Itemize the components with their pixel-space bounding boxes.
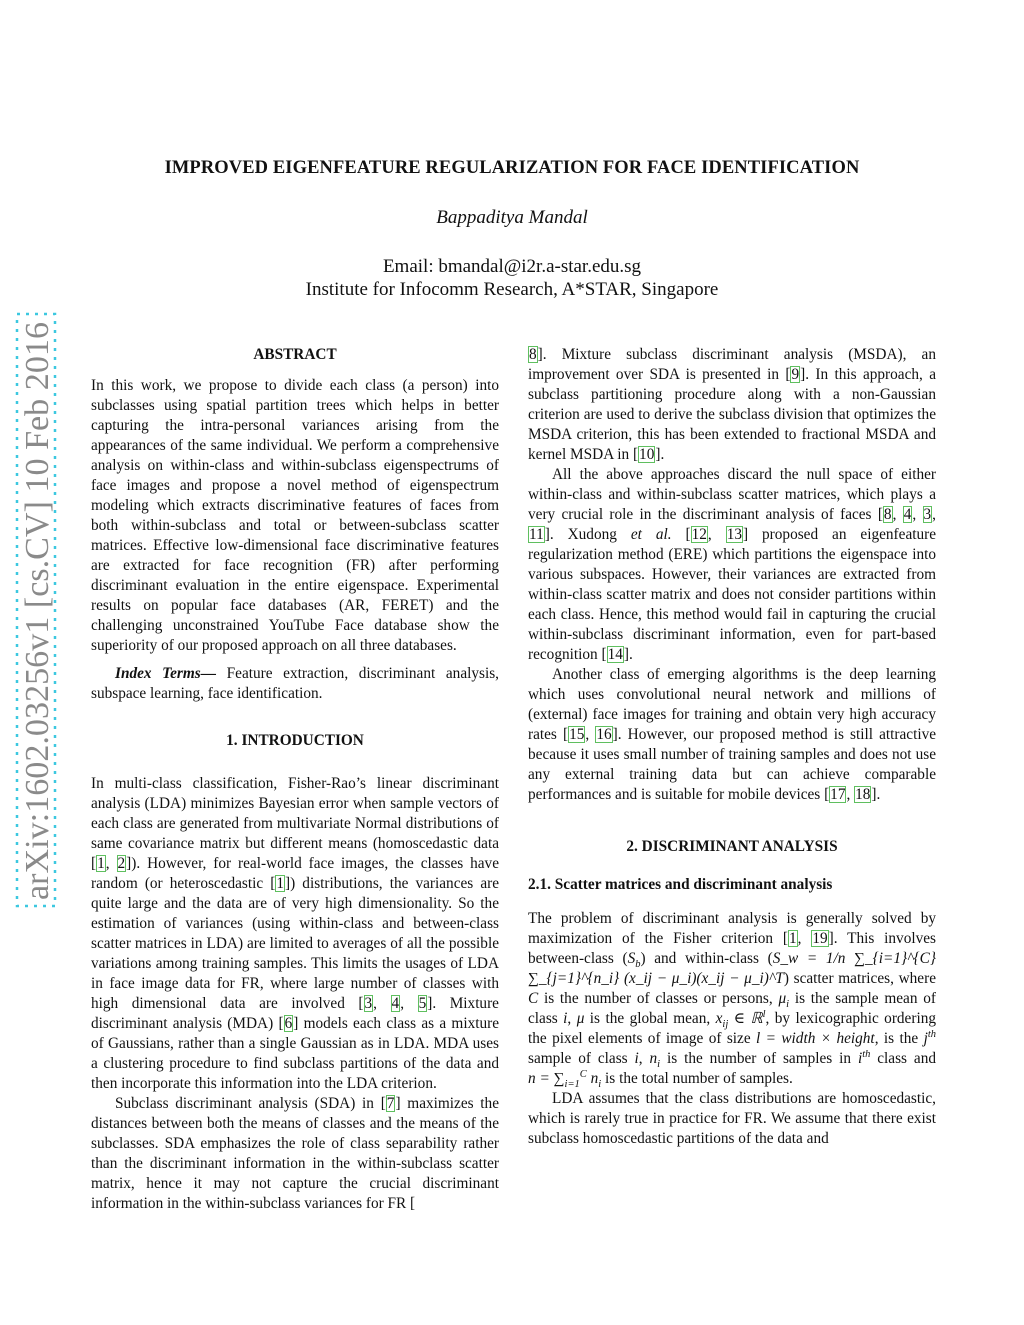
citation-link[interactable]: 8 bbox=[883, 506, 892, 523]
citation-link[interactable]: 9 bbox=[791, 366, 800, 383]
abstract-heading: ABSTRACT bbox=[253, 346, 337, 363]
citation-link[interactable]: 7 bbox=[386, 1095, 395, 1112]
citation-link[interactable]: 3 bbox=[923, 506, 932, 523]
intro-heading: 1. INTRODUCTION bbox=[226, 732, 364, 749]
citation-link[interactable]: 8 bbox=[529, 346, 537, 363]
section2-heading: 2. DISCRIMINANT ANALYSIS bbox=[626, 838, 838, 855]
citation-link[interactable]: 16 bbox=[596, 726, 612, 743]
citation-link[interactable]: 2 bbox=[117, 855, 126, 872]
citation-link[interactable]: 10 bbox=[639, 446, 655, 463]
abstract-text: In this work, we propose to divide each class (a person) into subclasses using spatial partition trees which helps in better capturing the intra-personal variances arising from the appearances of the same individual. We perform a comprehensive analysis on within-class and within-subclass eigenspectrums of face images and propose a novel method of eigenspectrum modeling which extracts discriminative features of faces from both within-subclass and total or between-subclass scatter matrices. Effective low-dimensional face discriminative features are extracted for face recognition (FR) after performing discriminant evaluation in the entire eigenspace. Experimental results on popular face databases (AR, FERET) and the challenging unconstrained YouTube Face database show the superiority of our proposed approach on all three databases. bbox=[91, 377, 499, 654]
index-terms-text: Feature extraction, discriminant analysis, subspace learning, face identification. bbox=[91, 665, 499, 702]
affiliation-block bbox=[0, 255, 1024, 301]
citation-link[interactable]: 19 bbox=[812, 930, 828, 947]
arxiv-id-text: arXiv:1602.03256v1 [cs.CV] 10 Feb 2016 bbox=[19, 323, 56, 900]
within-class-equation: S_w = 1/n ∑_{i=1}^{C} ∑_{j=1}^{n_i} (x_ij − μ_i)(x_ij − μ_i)^T bbox=[528, 950, 936, 987]
citation-link[interactable]: 12 bbox=[691, 526, 707, 543]
citation-link[interactable]: 6 bbox=[284, 1015, 293, 1032]
citation-link[interactable]: 1 bbox=[788, 930, 797, 947]
citation-link[interactable]: 17 bbox=[830, 786, 846, 803]
arxiv-stamp bbox=[14, 310, 60, 910]
citation-link[interactable]: 18 bbox=[855, 786, 871, 803]
citation-link[interactable]: 3 bbox=[364, 995, 373, 1012]
citation-link[interactable]: 4 bbox=[903, 506, 912, 523]
intro-paragraph-3: All the above approaches discard the null space of either within-class and within-subclass scatter matrices, which plays a very crucial role in the discriminant analysis of faces [8, 4, 3, 11]. Xudong et al. [12, 13] proposed an eigenfeature regularization method (ERE) which partitions the eigenspace into various subspaces. However, their variances are extracted from within-class scatter matrix and does not consider partitions within each class. Hence, this method would fail in capturing the crucial within-subclass discriminant information, even for part-based recognition [14]. bbox=[528, 466, 937, 663]
subsection-heading: 2.1. Scatter matrices and discriminant analysis bbox=[528, 876, 833, 893]
paper-title: IMPROVED EIGENFEATURE REGULARIZATION FOR FACE IDENTIFICATION bbox=[164, 158, 860, 178]
intro-paragraph-4: Another class of emerging algorithms is the deep learning which uses convolutional neural network and millions of (external) face images for training and obtain very high accuracy rates [15, 16]. However, our proposed method is still attractive because it uses small number of training samples and does not use any external training data but can achieve comparable performances and is suitable for mobile devices [17, 18]. bbox=[528, 666, 937, 803]
section2-paragraph-1: The problem of discriminant analysis is generally solved by maximization of the Fisher criterion [1, 19]. This involves between-class $(S_b)$ and within-class (S_w = 1/n ∑_{i=1}^{C} ∑_{j=1}^{n_i} (x_ij − μ_i)(x_ij − μ_i)^T) scatter matrices, where C is the number of classes or persons, $\mu_i$ is the sample mean of class i, μ is the global mean, $x_{ij}$ ∈ ℝ$^l$, by lexicographic ordering the pixel elements of image of size l = width × height, is the $j^{th}$ sample of class i, $n_i$ is the number of samples in $i^{th}$ class and $n = \sum_{i=1}^C$ $n_i$ is the total number of samples. bbox=[528, 910, 936, 1091]
citation-link[interactable]: 15 bbox=[569, 726, 585, 743]
intro-paragraph-1: In multi-class classification, Fisher-Rao’s linear discriminant analysis (LDA) minimizes Bayesian error when sample vectors of each class are generated from multivariate Normal distributions of same covariance matrix but different means (homoscedastic data [1, 2]). However, for real-world face images, the classes have random (or heteroscedastic [1]) distributions, the variances are quite large and the data are of very high dimensionality. So the estimation of variances (using within-class and between-class scatter matrices in LDA) are limited to averages of all the possible variations among training samples. This limits the usages of LDA in face image data for FR, where large number of classes with high dimensional data are involved [3, 4, 5]. Mixture discriminant analysis (MDA) [6] models each class as a mixture of Gaussians, rather than a single Gaussian as in LDA. MDA uses a clustering procedure to find subclass partitions of the data and then incorporate this information into the LDA criterion. bbox=[91, 775, 500, 1092]
citation-link[interactable]: 14 bbox=[607, 646, 623, 663]
index-terms-label: Index Terms— bbox=[115, 665, 217, 682]
citation-link[interactable]: 1 bbox=[276, 875, 285, 892]
institution-line: Institute for Infocomm Research, A*STAR, Singapore bbox=[305, 279, 719, 300]
citation-link[interactable]: 1 bbox=[97, 855, 105, 872]
email-line: Email: bmandal@i2r.a-star.edu.sg bbox=[382, 256, 642, 277]
right-column bbox=[528, 345, 936, 1149]
author-name: Bappaditya Mandal bbox=[436, 207, 588, 228]
section2-paragraph-2: LDA assumes that the class distributions are homoscedastic, which is rarely true in practice for FR. We assume that there exist subclass homoscedastic partitions of the data and bbox=[528, 1090, 936, 1147]
intro-paragraph-2: Subclass discriminant analysis (SDA) in [7] maximizes the distances between both the means of classes and the means of the subclasses. SDA emphasizes the role of class separability rather than the discriminant information in the within-subclass scatter matrix, hence it may not capture the crucial discriminant information in the within-subclass variances for FR [ bbox=[91, 1095, 499, 1212]
index-terms bbox=[91, 664, 499, 704]
citation-link[interactable]: 13 bbox=[726, 526, 742, 543]
citation-link[interactable]: 11 bbox=[529, 526, 544, 543]
left-column bbox=[91, 345, 499, 1214]
intro-paragraph-2-continued: 8]. Mixture subclass discriminant analysis (MSDA), an improvement over SDA is presented in [9]. In this approach, a subclass partitioning procedure along with a non-Gaussian criterion are used to derive the subclass division that optimizes the MSDA criterion, this has been extended to fractional MSDA and kernel MSDA in [10]. bbox=[528, 346, 936, 463]
citation-link[interactable]: 5 bbox=[418, 995, 427, 1012]
citation-link[interactable]: 4 bbox=[391, 995, 400, 1012]
